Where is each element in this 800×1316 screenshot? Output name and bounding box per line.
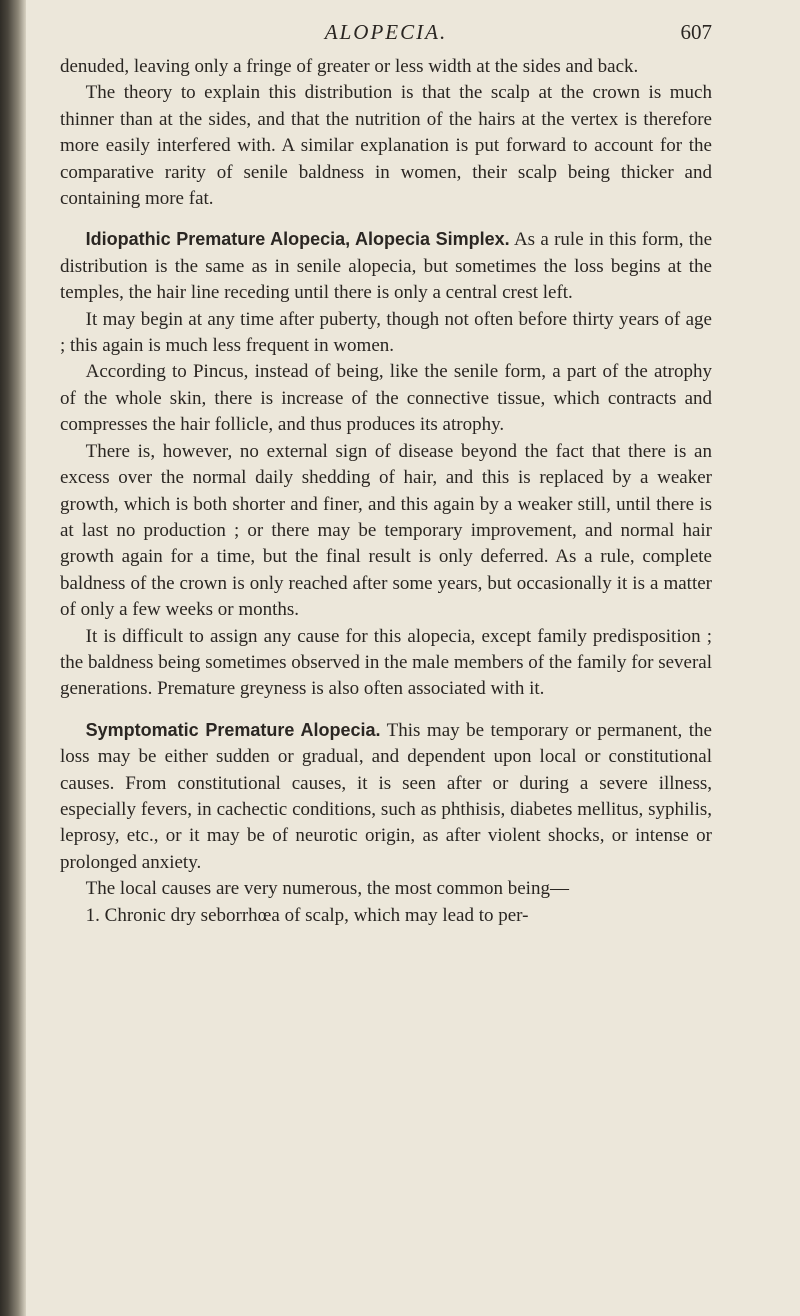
running-head: ALOPECIA. <box>324 20 448 44</box>
paragraph-cause: It is difficult to assign any cause for this alopecia, except family predisposition ; the baldness being sometimes observed in the male members of the family for several generations. Premature greyness is also often associated with it. <box>60 625 712 700</box>
list-item-1: 1. Chronic dry seborrhœa of scalp, which may lead to per- <box>85 904 529 926</box>
paragraph-continuation: denuded, leaving only a fringe of greater or less width at the sides and back. <box>60 56 639 77</box>
paragraph-symptomatic <box>60 717 712 876</box>
paragraph-theory: The theory to explain this distribution is that the scalp at the crown is much thinner than at the sides, and that the nutrition of the hairs at the vertex is therefore more easily interfered with. A similar explanation is put forward to account for the comparative rarity of senile baldness in women, their scalp being thicker and containing more fat. <box>60 82 712 210</box>
paragraph-idiopathic-text: As a rule in this form, the distribution is the same as in senile alopecia, but sometimes the loss begins at the temples, the hair line receding until there is only a central crest left. <box>60 229 712 304</box>
book-page <box>60 20 712 929</box>
paragraph-local-causes: The local causes are very numerous, the most common being— <box>85 878 569 900</box>
paragraph-pincus: According to Pincus, instead of being, like the senile form, a part of the atrophy of the whole skin, there is increase of the connective tissue, which contracts and compresses the hair follicle, and thus produces its atrophy. <box>60 361 712 436</box>
section-heading-symptomatic: Symptomatic Premature Alopecia. <box>85 719 381 740</box>
book-binding-shadow <box>0 0 26 1316</box>
page-number: 607 <box>680 20 712 44</box>
section-heading-idiopathic: Idiopathic Premature Alopecia, Alopecia Simplex. <box>85 229 510 250</box>
page-header <box>60 20 712 54</box>
paragraph-symptomatic-text: This may be temporary or permanent, the loss may be either sudden or gradual, and dependent upon local or constitutional causes. From constitutional causes, it is seen after or during a severe illness, especially fevers, in cachectic conditions, such as phthisis, diabetes mellitus, syphilis, leprosy, etc., or it may be of neurotic origin, as after violent shocks, or intense or prolonged anxiety. <box>60 719 712 873</box>
paragraph-idiopathic <box>60 226 712 306</box>
paragraph-puberty: It may begin at any time after puberty, though not often before thirty years of age ; this again is much less frequent in women. <box>60 308 712 357</box>
paragraph-external-sign: There is, however, no external sign of disease beyond the fact that there is an excess over the normal daily shedding of hair, and this is replaced by a weaker growth, which is both shorter and finer, and this again by a weaker still, until there is at last no production ; or there may be temporary improvement, and normal hair growth again for a time, but the final result is only deferred. As a rule, complete baldness of the crown is only reached after some years, but occasionally it is a matter of only a few weeks or months. <box>60 440 712 621</box>
